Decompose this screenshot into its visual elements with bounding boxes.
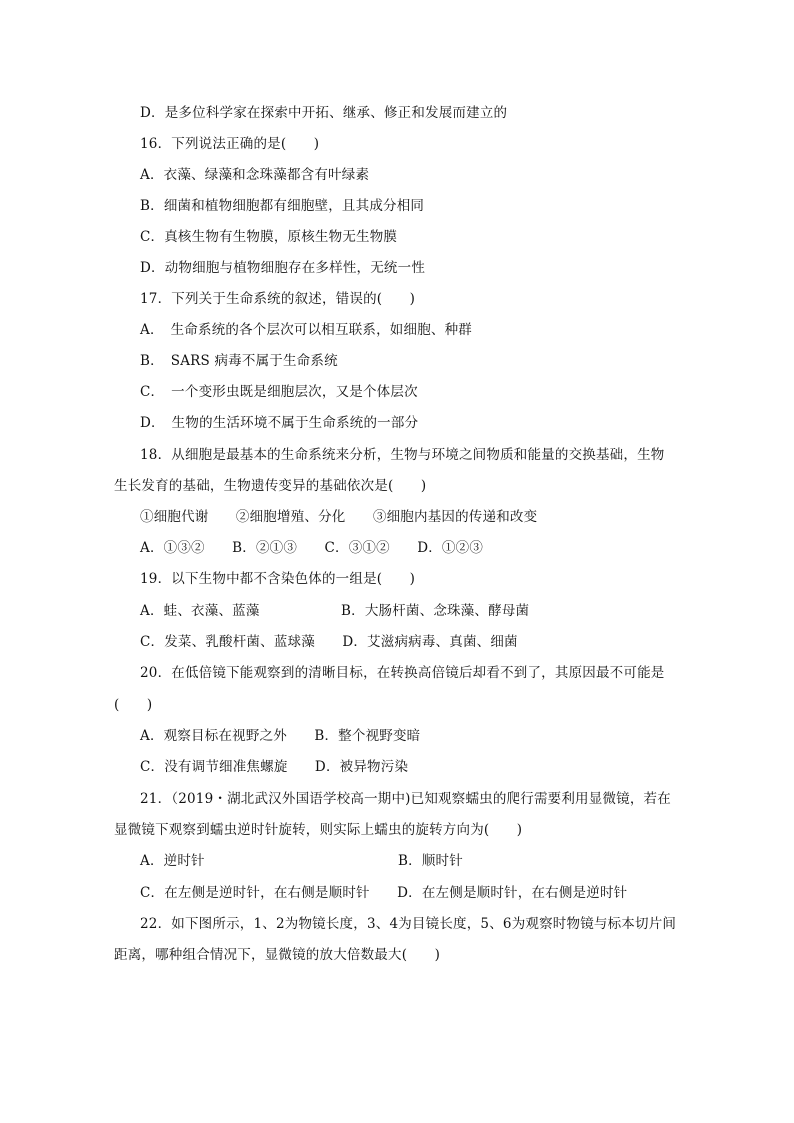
- q18-items: ①细胞代谢 ②细胞增殖、分化 ③细胞内基因的传递和改变: [140, 509, 538, 525]
- q16-option-d: D．动物细胞与植物细胞存在多样性，无统一性: [140, 260, 426, 276]
- q19-option-b: B．大肠杆菌、念珠藻、酵母菌: [341, 603, 530, 619]
- q21-option-a: A．逆时针: [140, 853, 205, 869]
- q18-stem-line1: 18．从细胞是最基本的生命系统来分析，生物与环境之间物质和能量的交换基础，生物: [140, 447, 665, 463]
- q21-stem-line1: 21．（2019・湖北武汉外国语学校高一期中)已知观察蠕虫的爬行需要利用显微镜，若在: [140, 791, 671, 807]
- q17-option-d: D． 生物的生活环境不属于生命系统的一部分: [140, 415, 419, 431]
- q16-stem: 16．下列说法正确的是( ): [140, 136, 320, 152]
- q16-option-c: C．真核生物有生物膜，原核生物无生物膜: [140, 229, 398, 245]
- q17-option-c: C． 一个变形虫既是细胞层次，又是个体层次: [140, 384, 418, 400]
- q21-options-cd: C．在左侧是逆时针，在右侧是顺时针 D．在左侧是顺时针，在右侧是逆时针: [140, 885, 628, 901]
- q22-stem-line2: 距离，哪种组合情况下，显微镜的放大倍数最大( ): [114, 947, 441, 963]
- q16-option-b: B．细菌和植物细胞都有细胞壁，且其成分相同: [140, 198, 425, 214]
- q20-stem-line2: ( ): [114, 697, 153, 713]
- q21-stem-line2: 显微镜下观察到蠕虫逆时针旋转，则实际上蠕虫的旋转方向为( ): [114, 822, 523, 838]
- q17-option-b: B． SARS 病毒不属于生命系统: [140, 353, 338, 369]
- q18-options: A．①③② B．②①③ C．③①② D．①②③: [140, 540, 484, 556]
- q19-stem: 19．以下生物中都不含染色体的一组是( ): [140, 571, 416, 587]
- q20-options-cd: C．没有调节细准焦螺旋 D．被异物污染: [140, 759, 409, 775]
- q22-stem-line1: 22．如下图所示，1、2为物镜长度，3、4为目镜长度，5、6为观察时物镜与标本切片间: [140, 916, 677, 932]
- q20-options-ab: A．观察目标在视野之外 B．整个视野变暗: [140, 728, 421, 744]
- q17-stem: 17．下列关于生命系统的叙述，错误的( ): [140, 291, 416, 307]
- q19-option-a: A．蛙、衣藻、蓝藻: [140, 603, 260, 619]
- q19-options-cd: C．发菜、乳酸杆菌、蓝球藻 D．艾滋病病毒、真菌、细菌: [140, 634, 518, 650]
- q17-option-a: A． 生命系统的各个层次可以相互联系，如细胞、种群: [140, 322, 472, 338]
- q21-option-b: B．顺时针: [398, 853, 463, 869]
- q16-option-a: A．衣藻、绿藻和念珠藻都含有叶绿素: [140, 167, 370, 183]
- q20-stem-line1: 20．在低倍镜下能观察到的清晰目标，在转换高倍镜后却看不到了，其原因最不可能是: [140, 665, 665, 681]
- q15-option-d: D．是多位科学家在探索中开拓、继承、修正和发展而建立的: [140, 105, 508, 121]
- q18-stem-line2: 生长发育的基础，生物遗传变异的基础依次是( ): [114, 478, 427, 494]
